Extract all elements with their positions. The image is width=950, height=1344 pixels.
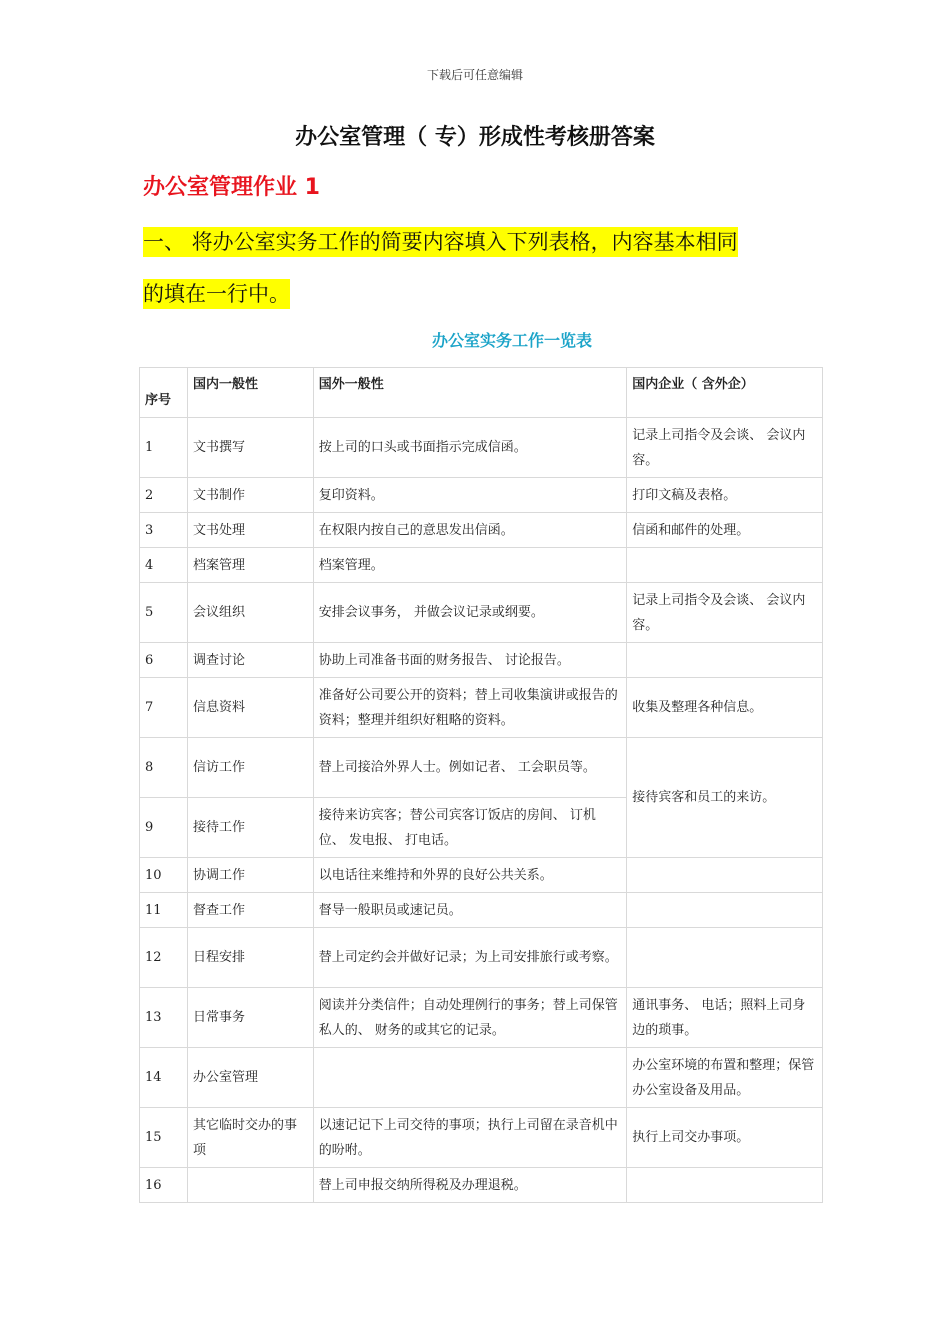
cell-domestic: 档案管理: [187, 548, 313, 583]
table-row: [140, 478, 823, 513]
table-caption: 办公室实务工作一览表: [431, 331, 592, 350]
cell-domestic: 督查工作: [187, 893, 313, 928]
cell-enterprise: 打印文稿及表格。: [627, 478, 823, 513]
cell-no: 3: [140, 513, 188, 548]
header-enterprise: 国内企业（ 含外企）: [627, 368, 823, 418]
cell-foreign: 替上司申报交纳所得税及办理退税。: [313, 1168, 627, 1203]
cell-no: 15: [140, 1108, 188, 1168]
table-row: [140, 678, 823, 738]
cell-no: 14: [140, 1048, 188, 1108]
cell-no: 7: [140, 678, 188, 738]
section-heading: 办公室管理作业 1: [143, 175, 320, 200]
table-row: [140, 988, 823, 1048]
cell-domestic: 调查讨论: [187, 643, 313, 678]
cell-foreign: 档案管理。: [313, 548, 627, 583]
cell-enterprise: [627, 548, 823, 583]
table-header-row: [140, 368, 823, 418]
table-row: [140, 548, 823, 583]
cell-no: 16: [140, 1168, 188, 1203]
cell-no: 8: [140, 738, 188, 798]
question-line-2: 的填在一行中。: [143, 279, 290, 309]
table-row: [140, 893, 823, 928]
cell-domestic: 办公室管理: [187, 1048, 313, 1108]
cell-no: 5: [140, 583, 188, 643]
table-row: [140, 1048, 823, 1108]
cell-domestic: 日程安排: [187, 928, 313, 988]
cell-enterprise: 收集及整理各种信息。: [627, 678, 823, 738]
cell-domestic: 协调工作: [187, 858, 313, 893]
cell-domestic: 文书撰写: [187, 418, 313, 478]
work-table: [139, 367, 823, 1203]
table-row: [140, 1108, 823, 1168]
table-row: [140, 513, 823, 548]
cell-foreign: 督导一般职员或速记员。: [313, 893, 627, 928]
cell-enterprise: [627, 1168, 823, 1203]
table-row: [140, 418, 823, 478]
cell-no: 6: [140, 643, 188, 678]
cell-enterprise: 执行上司交办事项。: [627, 1108, 823, 1168]
cell-domestic: 日常事务: [187, 988, 313, 1048]
cell-domestic: 会议组织: [187, 583, 313, 643]
cell-no: 9: [140, 798, 188, 858]
cell-domestic: [187, 1168, 313, 1203]
cell-enterprise: [627, 643, 823, 678]
header-foreign: 国外一般性: [313, 368, 627, 418]
cell-enterprise: [627, 928, 823, 988]
cell-foreign: 协助上司准备书面的财务报告、 讨论报告。: [313, 643, 627, 678]
cell-foreign: 准备好公司要公开的资料；替上司收集演讲或报告的资料；整理并组织好粗略的资料。: [313, 678, 627, 738]
cell-no: 10: [140, 858, 188, 893]
cell-foreign: 接待来访宾客；替公司宾客订饭店的房间、 订机位、 发电报、 打电话。: [313, 798, 627, 858]
table-row: [140, 583, 823, 643]
header-no: 序号: [140, 368, 188, 418]
cell-enterprise: 通讯事务、 电话；照料上司身边的琐事。: [627, 988, 823, 1048]
cell-foreign: 以速记记下上司交待的事项；执行上司留在录音机中的吩咐。: [313, 1108, 627, 1168]
cell-domestic: 信息资料: [187, 678, 313, 738]
cell-enterprise: 接待宾客和员工的来访。: [627, 738, 823, 858]
cell-domestic: 文书制作: [187, 478, 313, 513]
cell-no: 12: [140, 928, 188, 988]
cell-enterprise: 记录上司指令及会谈、 会议内容。: [627, 418, 823, 478]
cell-domestic: 接待工作: [187, 798, 313, 858]
question-text: [143, 216, 823, 320]
header-note: 下载后可任意编辑: [426, 68, 523, 82]
cell-foreign: 阅读并分类信件；自动处理例行的事务；替上司保管私人的、 财务的或其它的记录。: [313, 988, 627, 1048]
table-row: [140, 1168, 823, 1203]
header-domestic: 国内一般性: [187, 368, 313, 418]
cell-foreign: 替上司接洽外界人士。例如记者、 工会职员等。: [313, 738, 627, 798]
cell-domestic: 信访工作: [187, 738, 313, 798]
table-row: [140, 738, 823, 798]
cell-foreign: 复印资料。: [313, 478, 627, 513]
cell-foreign: 在权限内按自己的意思发出信函。: [313, 513, 627, 548]
cell-domestic: 文书处理: [187, 513, 313, 548]
cell-enterprise: 记录上司指令及会谈、 会议内容。: [627, 583, 823, 643]
cell-enterprise: 办公室环境的布置和整理；保管办公室设备及用品。: [627, 1048, 823, 1108]
cell-no: 2: [140, 478, 188, 513]
question-line-1: 一、 将办公室实务工作的简要内容填入下列表格，内容基本相同: [143, 227, 738, 257]
cell-no: 13: [140, 988, 188, 1048]
cell-no: 11: [140, 893, 188, 928]
cell-foreign: [313, 1048, 627, 1108]
cell-foreign: 按上司的口头或书面指示完成信函。: [313, 418, 627, 478]
cell-no: 4: [140, 548, 188, 583]
cell-foreign: 安排会议事务， 并做会议记录或纲要。: [313, 583, 627, 643]
cell-domestic: 其它临时交办的事项: [187, 1108, 313, 1168]
cell-enterprise: [627, 858, 823, 893]
cell-foreign: 替上司定约会并做好记录；为上司安排旅行或考察。: [313, 928, 627, 988]
table-row: [140, 858, 823, 893]
table-row: [140, 643, 823, 678]
document-title: 办公室管理（ 专）形成性考核册答案: [295, 125, 655, 150]
cell-no: 1: [140, 418, 188, 478]
cell-enterprise: [627, 893, 823, 928]
cell-foreign: 以电话往来维持和外界的良好公共关系。: [313, 858, 627, 893]
table-row: [140, 928, 823, 988]
cell-enterprise: 信函和邮件的处理。: [627, 513, 823, 548]
